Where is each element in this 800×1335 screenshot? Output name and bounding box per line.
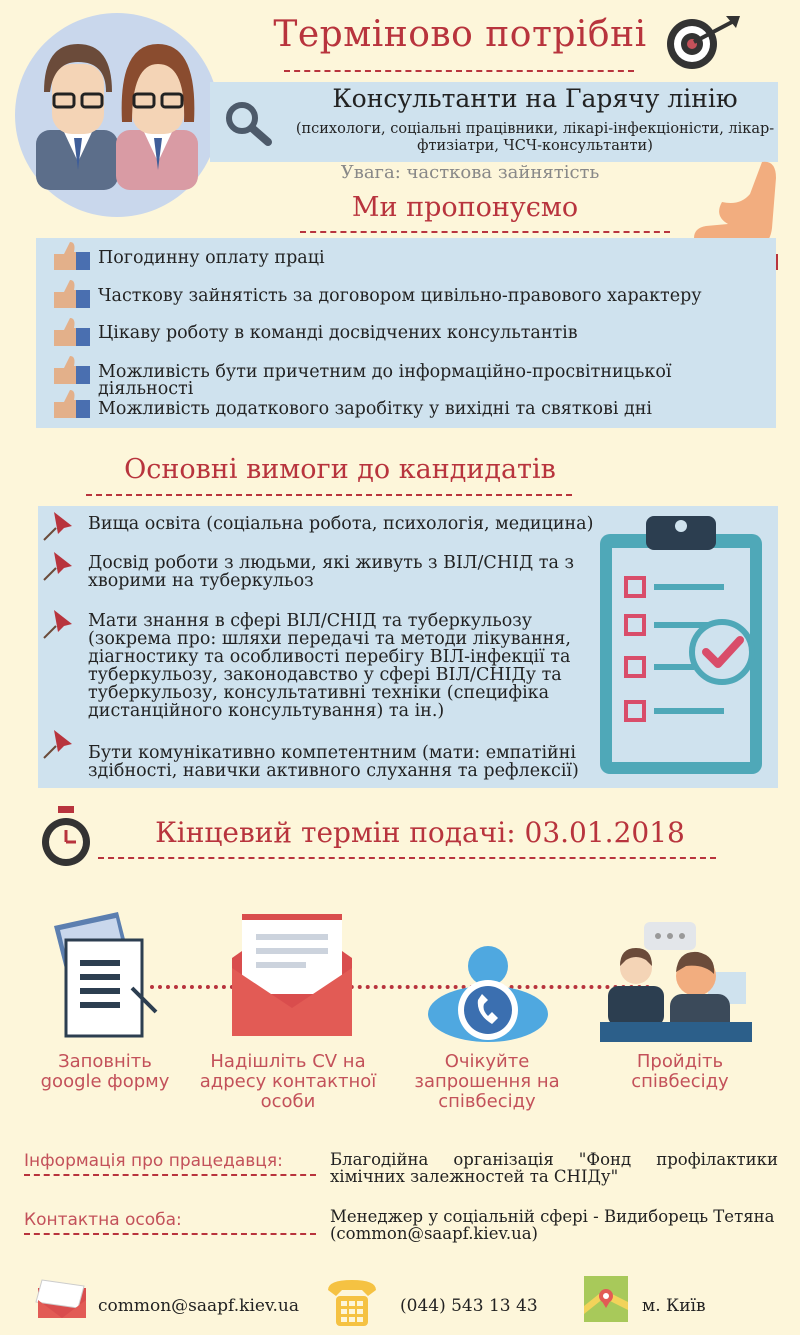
thumbs-up-icon (50, 316, 92, 348)
employer-value: Благодійна організація "Фонд профілактики хімічних залежностей та СНІДу" (330, 1150, 778, 1186)
job-title: Консультанти на Гарячу лінію (332, 84, 738, 113)
requirement-item: Бути комунікативно компетентним (мати: емпатійні здібності, навички активного слухання та рефлексії) (88, 743, 579, 781)
deadline: Кінцевий термін подачі: 03.01.2018 (155, 816, 685, 849)
title-divider (284, 70, 634, 72)
thumbs-up-icon (50, 240, 92, 272)
thumbs-up-icon (50, 388, 92, 420)
page-title: Терміново потрібні (273, 14, 647, 55)
incoming-call-icon (420, 944, 556, 1044)
requirement-item: Досвід роботи з людьми, які живуть з ВІЛ/СНІД та з хворими на туберкульоз (88, 553, 575, 591)
step-label: Надішліть CV на адресу контактної особи (199, 1051, 377, 1112)
target-icon (660, 14, 742, 70)
process-connector (150, 985, 650, 989)
footer-email: common@saapf.kiev.ua (98, 1296, 300, 1316)
phone-icon (326, 1276, 378, 1328)
offer-item: Часткову зайнятість за договором цивільно-правового характеру (98, 286, 702, 306)
search-icon (224, 100, 272, 146)
contact-divider (24, 1233, 316, 1235)
employment-note: Увага: часткова зайнятість (340, 162, 600, 183)
stopwatch-icon (36, 806, 96, 868)
requirements-divider (86, 494, 572, 496)
email-icon (34, 1278, 90, 1320)
employer-label: Інформація про працедавця: (24, 1151, 283, 1171)
offer-item: Погодинну оплату праці (98, 248, 325, 268)
employer-divider (24, 1174, 316, 1176)
offer-divider (300, 231, 670, 233)
map-icon (584, 1276, 628, 1322)
contact-label: Контактна особа: (24, 1210, 182, 1230)
requirements-title: Основні вимоги до кандидатів (124, 454, 556, 485)
offer-title: Ми пропонуємо (351, 192, 579, 223)
envelope-icon (226, 910, 358, 1038)
step-label: Заповніть google форму (40, 1051, 170, 1092)
job-subtitle: (психологи, соціальні працівники, лікарі-інфекціоністи, лікар-фтизіатри, ЧСЧ-консультанти) (295, 121, 775, 154)
pin-icon (40, 548, 76, 584)
step-label: Пройдіть співбесіду (631, 1051, 729, 1092)
pin-icon (40, 606, 76, 642)
pin-icon (40, 726, 76, 762)
thumbs-up-icon (50, 278, 92, 310)
step-label: Очікуйте запрошення на співбесіду (414, 1051, 560, 1112)
contact-value: Менеджер у соціальній сфері - Видиборець Тетяна (common@saapf.kiev.ua) (330, 1207, 775, 1243)
offer-item: Можливість додаткового заробітку у вихідні та святкові дні (98, 399, 653, 419)
requirement-item: Вища освіта (соціальна робота, психологія, медицина) (88, 514, 594, 534)
deadline-divider (98, 857, 716, 859)
clipboard-icon (596, 510, 766, 778)
footer-phone: (044) 543 13 43 (400, 1296, 538, 1316)
form-icon (36, 908, 158, 1042)
interview-icon (600, 920, 752, 1044)
people-illustration (14, 12, 220, 218)
pin-icon (40, 508, 76, 544)
thumbs-up-icon (50, 354, 92, 386)
offer-item: Можливість бути причетним до інформаційно-просвітницької діяльності (98, 362, 672, 399)
offer-item: Цікаву роботу в команді досвідчених консультантів (98, 323, 578, 343)
requirement-item: Мати знання в сфері ВІЛ/СНІД та туберкульозу (зокрема про: шляхи передачі та методи лікування, діагностику та особливості перебігу ВІЛ-інфекції та туберкульозу, законодавство у сфері ВІЛ/СНІДу та туберкульозу, консультативні техніки (специфіка дистанційного консультування) та ін.) (88, 611, 571, 721)
footer-city: м. Київ (642, 1296, 706, 1316)
